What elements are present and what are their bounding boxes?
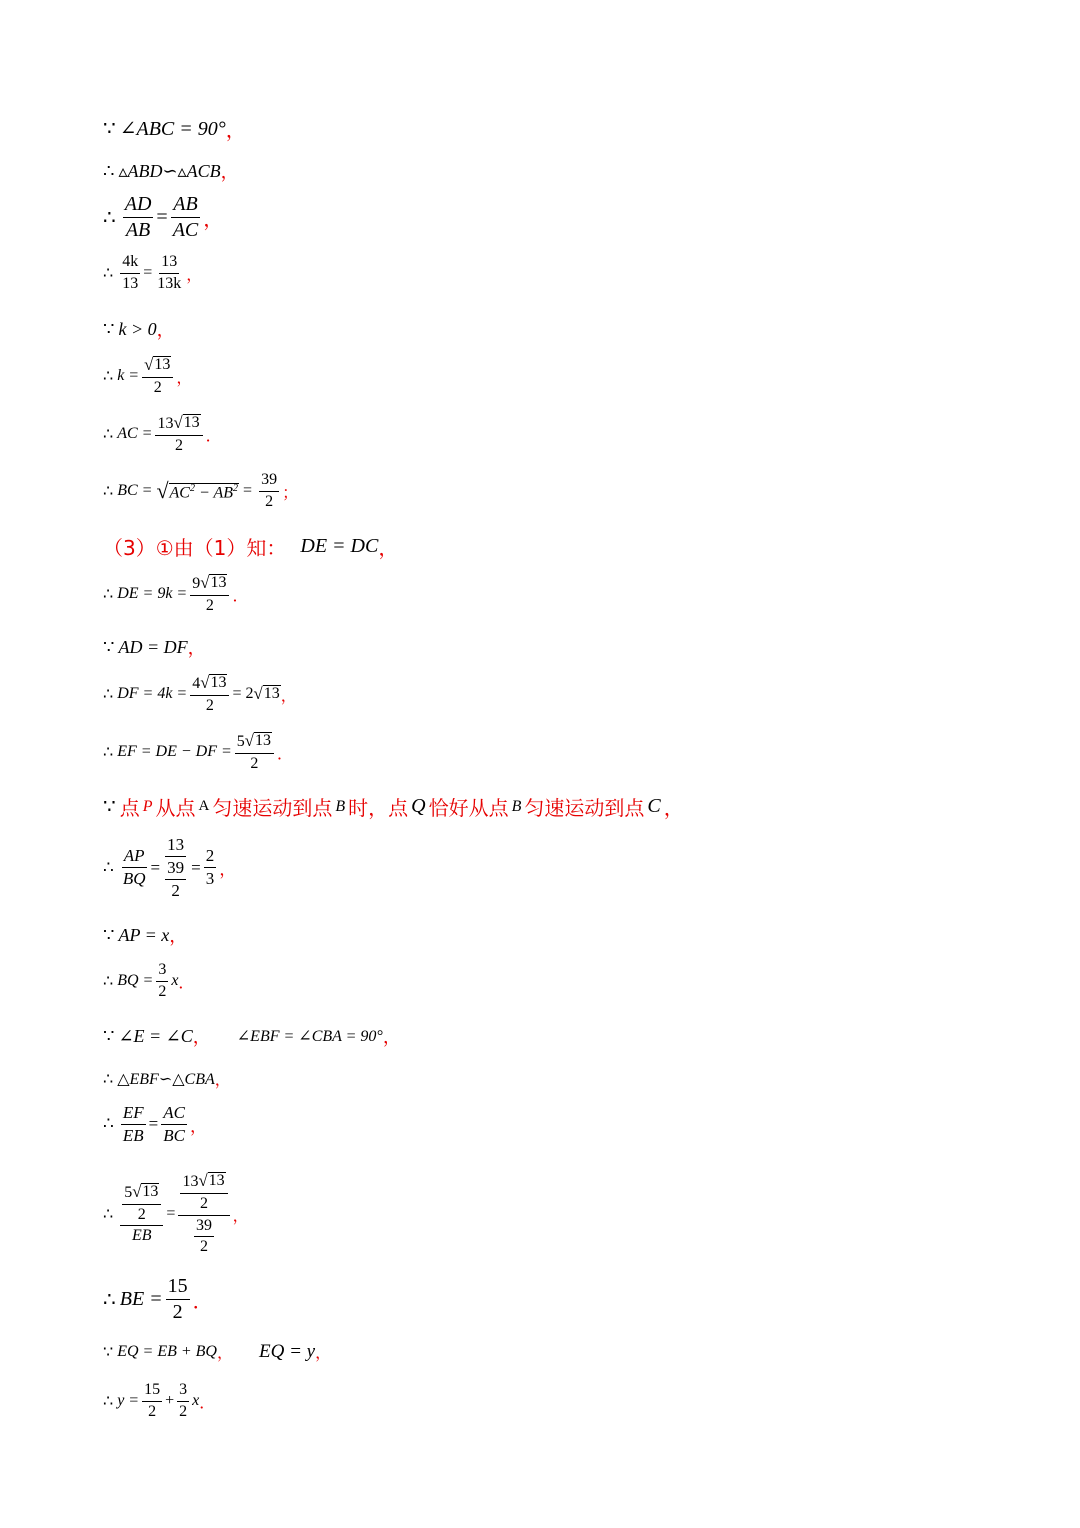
fraction: $\frac{AB}{AC}$	[172, 193, 199, 241]
line-16: ∴ BQ = $\frac{3}{2}$ x ．	[103, 961, 195, 1000]
line-6: ∴ AC = 13 √ 13 2 ．	[103, 413, 222, 454]
line-3: ∴ $\frac{4k}{13}$ = $\frac{13}{13k}$ ，	[103, 253, 203, 292]
line-8: （3）①由（1）知： DE = DC ，	[103, 535, 399, 560]
fraction: $\frac{15}{2}$	[144, 1381, 161, 1420]
line-23: ∴ y = $\frac{15}{2}$ + $\frac{3}{2}$ x ．	[103, 1381, 216, 1420]
line-22: ∵ EQ = EB + BQ ， EQ = y ，	[103, 1340, 332, 1362]
line-14: ∴ $\frac{AP}{BQ}$ = $\frac{13}{\frac{39}{2}}$ = $\frac{2}{3}$ ，	[103, 835, 237, 900]
line-20: ∴ 5 √ 13 2 EB = 13 √ 13 2 $\frac{39}{2}$ ，	[103, 1171, 249, 1256]
fraction: √ 13 2	[142, 356, 173, 397]
sqrt: √ 13	[244, 731, 271, 750]
fraction: $\frac{AC}{BC}$	[163, 1103, 185, 1145]
sqrt: √ 13	[132, 1181, 159, 1201]
sqrt: √ 13	[253, 684, 280, 704]
sqrt: √ 13	[144, 355, 171, 374]
fraction: 9 √ 13 2	[190, 574, 229, 615]
sqrt: √ 13	[200, 673, 227, 692]
line-11: ∴ DF = 4k = 4 √ 13 2 = 2 √ 13 ，	[103, 673, 297, 714]
sqrt: √ 13	[200, 573, 227, 592]
line-15: ∵ AP = x ，	[103, 924, 188, 946]
fraction: $\frac{AP}{BQ}$	[122, 846, 146, 889]
fraction: $\frac{3}{2}$	[179, 1381, 188, 1420]
fraction: $\frac{15}{2}$	[167, 1275, 188, 1323]
fraction: $\frac{4k}{13}$	[122, 253, 139, 292]
fraction: 5 √ 13 2	[122, 1183, 161, 1224]
line-12: ∴ EF = DE − DF = 5 √ 13 2 ．	[103, 731, 294, 772]
fraction	[178, 1172, 229, 1256]
fraction: 4 √ 13 2	[190, 674, 229, 715]
line-19: ∴ $\frac{EF}{EB}$ = $\frac{AC}{BC}$ ，	[103, 1103, 207, 1145]
line-7: ∴ BC = √ $AC^2 - AB^2$ = $\frac{39}{2}$ ；	[103, 471, 299, 510]
line-0: ∵ ∠ABC = 90° ，	[103, 118, 246, 142]
line-2: ∴ $\frac{AD}{AB}$ = $\frac{AB}{AC}$ ，	[103, 193, 224, 241]
line-9: ∴ DE = 9k = 9 √ 13 2 ．	[103, 573, 249, 614]
fraction: $\frac{39}{2}$	[196, 1216, 213, 1256]
line-17: ∵ ∠E = ∠C ， ∠EBF = ∠CBA = 90° ，	[103, 1025, 401, 1047]
sqrt: √ 13	[198, 1171, 225, 1190]
fraction: 5 √ 13 2	[235, 732, 274, 773]
fraction: $\frac{3}{2}$	[158, 961, 167, 1000]
fraction: 5 √ 13 2 EB	[120, 1183, 163, 1245]
fraction: $\frac{EF}{EB}$	[122, 1103, 144, 1145]
sqrt: √ 13	[173, 413, 200, 432]
fraction: $\frac{39}{2}$	[261, 471, 278, 510]
fraction: $\frac{AD}{AB}$	[124, 193, 152, 241]
line-18: ∴ △EBF∽△CBA ，	[103, 1070, 231, 1089]
fraction: $\frac{2}{3}$	[205, 846, 215, 889]
line-5: ∴ k = √ 13 2 ，	[103, 355, 193, 396]
fraction: 13 √ 13 2	[180, 1172, 227, 1213]
line-4: ∵ k > 0 ，	[103, 318, 175, 340]
fraction: $\frac{39}{2}$	[167, 857, 185, 900]
fraction: $\frac{13}{13k}$	[157, 253, 182, 292]
line-21: ∴ BE = $\frac{15}{2}$ ．	[103, 1275, 213, 1323]
line-13: ∵ 点 P 从点 A 匀速运动到点 B 时，点 Q 恰好从点 B 匀速运动到点 C ，	[103, 795, 684, 820]
line-1: ∴ ▵ABD∽▵ACB ，	[103, 160, 239, 182]
sqrt: √ $AC^2 - AB^2$	[156, 478, 239, 504]
fraction: $\frac{13}{\frac{39}{2}}$	[167, 835, 185, 900]
fraction: 13 √ 13 2	[155, 414, 202, 455]
line-10: ∵ AD = DF ，	[103, 636, 206, 658]
